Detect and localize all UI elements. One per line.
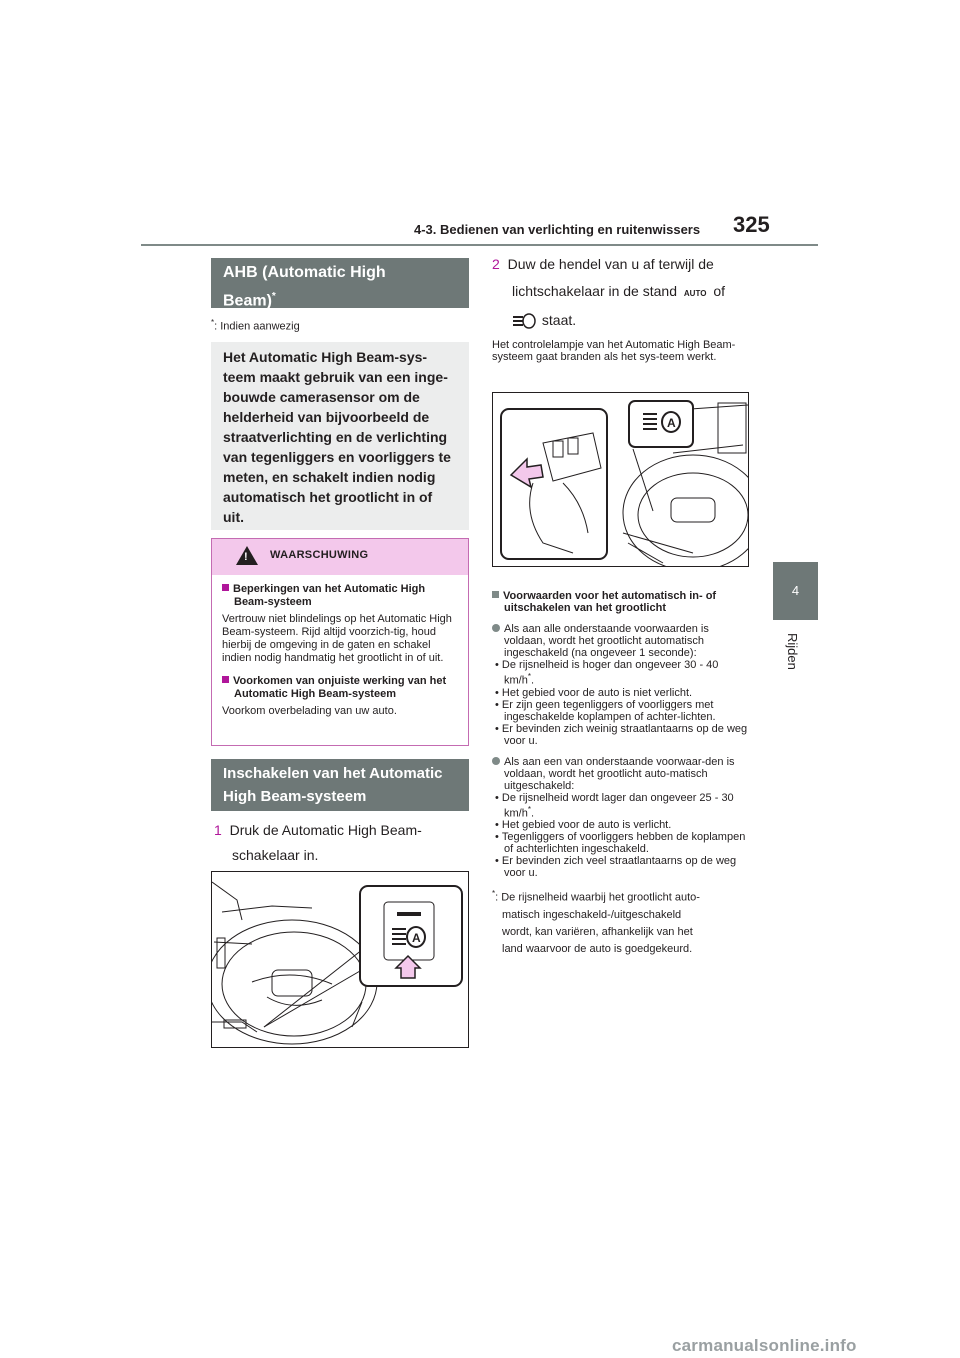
speed-footnote-line: : De rijsnelheid waarbij het grootlicht auto- — [495, 891, 700, 904]
on-item-text: Het gebied voor de auto is niet verlicht. — [501, 686, 693, 699]
intro-line: straatverlichting en de verlichting — [223, 429, 448, 445]
warning-box — [211, 538, 469, 746]
on-item: • De rijsnelheid is hoger dan ongeveer 30 - 40 km/h*. — [495, 659, 719, 687]
indicator-note: Het controlelampje van het Automatic High Beam-systeem gaat branden als het sys-teem werkt. — [492, 339, 736, 363]
lever-figure — [492, 392, 749, 567]
on-item-text: Er bevinden zich weinig straatlantaarns op de weg voor u. — [501, 722, 748, 747]
lever-illustration — [493, 393, 748, 566]
on-intro — [492, 623, 750, 659]
warning-subheading-2 — [222, 675, 458, 701]
chapter-tab: 4 — [773, 562, 818, 620]
warning-title: WAARSCHUWING — [270, 549, 369, 561]
step-2-line2a: lichtschakelaar in de stand — [512, 283, 677, 299]
section2-title-line1: Inschakelen van het Automatic — [223, 765, 443, 782]
ahb-title-line2-wrap — [223, 285, 457, 313]
off-intro-text: Als aan een van onderstaande voorwaar-den is voldaan, wordt het grootlicht auto-matisch uitgeschakeld: — [504, 755, 735, 792]
on-item-star: * — [527, 672, 531, 681]
auto-position-icon: AUTO — [683, 289, 707, 298]
off-item-text: De rijsnelheid wordt lager dan ongeveer 25 - 30 km/h — [501, 791, 734, 820]
step-2-line3: staat. — [541, 312, 577, 328]
speed-footnote — [492, 885, 750, 958]
intro-line: automatisch het grootlicht in of — [223, 489, 433, 505]
on-item: • Het gebied voor de auto is niet verlicht. — [495, 686, 693, 699]
warning-header — [212, 539, 468, 575]
off-intro — [492, 756, 750, 792]
step-1 — [214, 818, 422, 868]
warning-subheading-2-text: Voorkomen van onjuiste werking van het Automatic High Beam-systeem — [233, 675, 447, 700]
svg-text:A: A — [667, 416, 676, 430]
speed-footnote-line: wordt, kan variëren, afhankelijk van het — [502, 925, 693, 938]
intro-box — [211, 342, 469, 530]
off-item: • De rijsnelheid wordt lager dan ongeveer 25 - 30 km/h*. — [495, 791, 734, 820]
speed-footnote-line: matisch ingeschakeld-/uitgeschakeld — [502, 908, 682, 921]
footnote-star: * — [211, 318, 215, 327]
square-bullet-icon — [492, 591, 499, 598]
section2-title-line2: High Beam-systeem — [223, 788, 367, 805]
intro-line: uit. — [223, 509, 244, 525]
off-item: • Er bevinden zich veel straatlantaarns op de weg voor u. — [495, 855, 737, 880]
ahb-title-star: * — [271, 291, 276, 302]
section-title: 4-3. Bedienen van verlichting en ruitenwissers — [414, 222, 701, 237]
on-item: • Er zijn geen tegenliggers of voorliggers met ingeschakelde koplampen of achter-lichten. — [495, 698, 716, 723]
step-1-number: 1 — [214, 822, 222, 838]
page-number: 325 — [733, 212, 770, 237]
on-item: • Er bevinden zich weinig straatlantaarns op de weg voor u. — [495, 722, 748, 747]
ahb-indicator-icon — [512, 311, 538, 339]
intro-line: bouwde camerasensor om de — [223, 389, 420, 405]
footnote-text: : Indien aanwezig — [214, 320, 300, 333]
off-item: • Tegenliggers of voorliggers hebben de koplampen of achterlichten ingeschakeld. — [495, 831, 746, 856]
off-item-star: * — [527, 804, 531, 814]
availability-footnote — [211, 318, 300, 333]
speed-footnote-star: * — [492, 889, 496, 899]
warning-subheading-1 — [222, 583, 458, 609]
step-2-number: 2 — [492, 256, 500, 272]
intro-line: Het Automatic High Beam-sys- — [223, 349, 428, 365]
off-item: • Het gebied voor de auto is verlicht. — [495, 819, 672, 832]
ahb-title-line1: AHB (Automatic High — [223, 264, 386, 281]
step-2 — [492, 252, 725, 339]
warning-body — [212, 575, 468, 724]
step-1-line2: schakelaar in. — [232, 847, 319, 863]
chapter-label: Rijden — [785, 633, 800, 670]
square-bullet-icon — [222, 676, 229, 683]
intro-line: teem maakt gebruik van een inge- — [223, 369, 448, 385]
dashboard-illustration — [212, 872, 468, 1047]
speed-footnote-line: land waarvoor de auto is goedgekeurd. — [502, 942, 693, 955]
off-item-text: Tegenliggers of voorliggers hebben de koplampen of achterlichten ingeschakeld. — [501, 831, 746, 856]
svg-text:A: A — [412, 931, 421, 945]
on-item-text: De rijsnelheid is hoger dan ongeveer 30 - 40 km/h — [501, 659, 719, 687]
on-intro-text: Als aan alle onderstaande voorwaarden is voldaan, wordt het grootlicht automatisch ingeschakeld (na ongeveer 1 seconde): — [504, 623, 709, 659]
exclamation-icon: ! — [244, 551, 248, 563]
intro-line: van tegenliggers en voorliggers te — [223, 449, 451, 465]
off-item-text: Er bevinden zich veel straatlantaarns op de weg voor u. — [501, 855, 737, 880]
off-item-tail: . — [530, 807, 535, 820]
ahb-title-line2: Beam) — [223, 292, 272, 310]
ahb-switch-figure — [211, 871, 469, 1048]
conditions-title-text: Voorwaarden voor het automatisch in- of uitschakelen van het grootlicht — [503, 590, 717, 614]
conditions-section — [492, 590, 750, 958]
off-item-text: Het gebied voor de auto is verlicht. — [501, 819, 672, 832]
intro-line: meten, en schakelt indien nodig — [223, 469, 436, 485]
header-divider — [141, 244, 818, 246]
watermark: carmanualsonline.info — [672, 1336, 857, 1355]
step-1-line1: Druk de Automatic High Beam- — [229, 822, 422, 838]
step-2-line1: Duw de hendel van u af terwijl de — [507, 256, 714, 272]
square-bullet-icon — [222, 584, 229, 591]
on-item-text: Er zijn geen tegenliggers of voorliggers met ingeschakelde koplampen of achter-lichten. — [501, 698, 716, 723]
warning-subheading-1-text: Beperkingen van het Automatic High Beam-systeem — [233, 583, 426, 608]
warning-paragraph-1: Vertrouw niet blindelings op het Automatic High Beam-systeem. Rijd altijd voorzich-tig, houd hierbij de omgeving in de gaten en schakel indien nodig handmatig het grootlicht in of uit. — [222, 613, 452, 664]
circle-bullet-icon — [492, 757, 500, 765]
on-item-tail: . — [530, 674, 535, 687]
intro-line: helderheid van bijvoorbeeld de — [223, 409, 430, 425]
warning-paragraph-2: Voorkom overbelading van uw auto. — [222, 705, 397, 717]
circle-bullet-icon — [492, 624, 500, 632]
section2-title-bar — [211, 759, 469, 811]
ahb-title-bar — [211, 258, 469, 308]
step-2-line2b: of — [713, 283, 725, 299]
conditions-title — [492, 590, 750, 614]
